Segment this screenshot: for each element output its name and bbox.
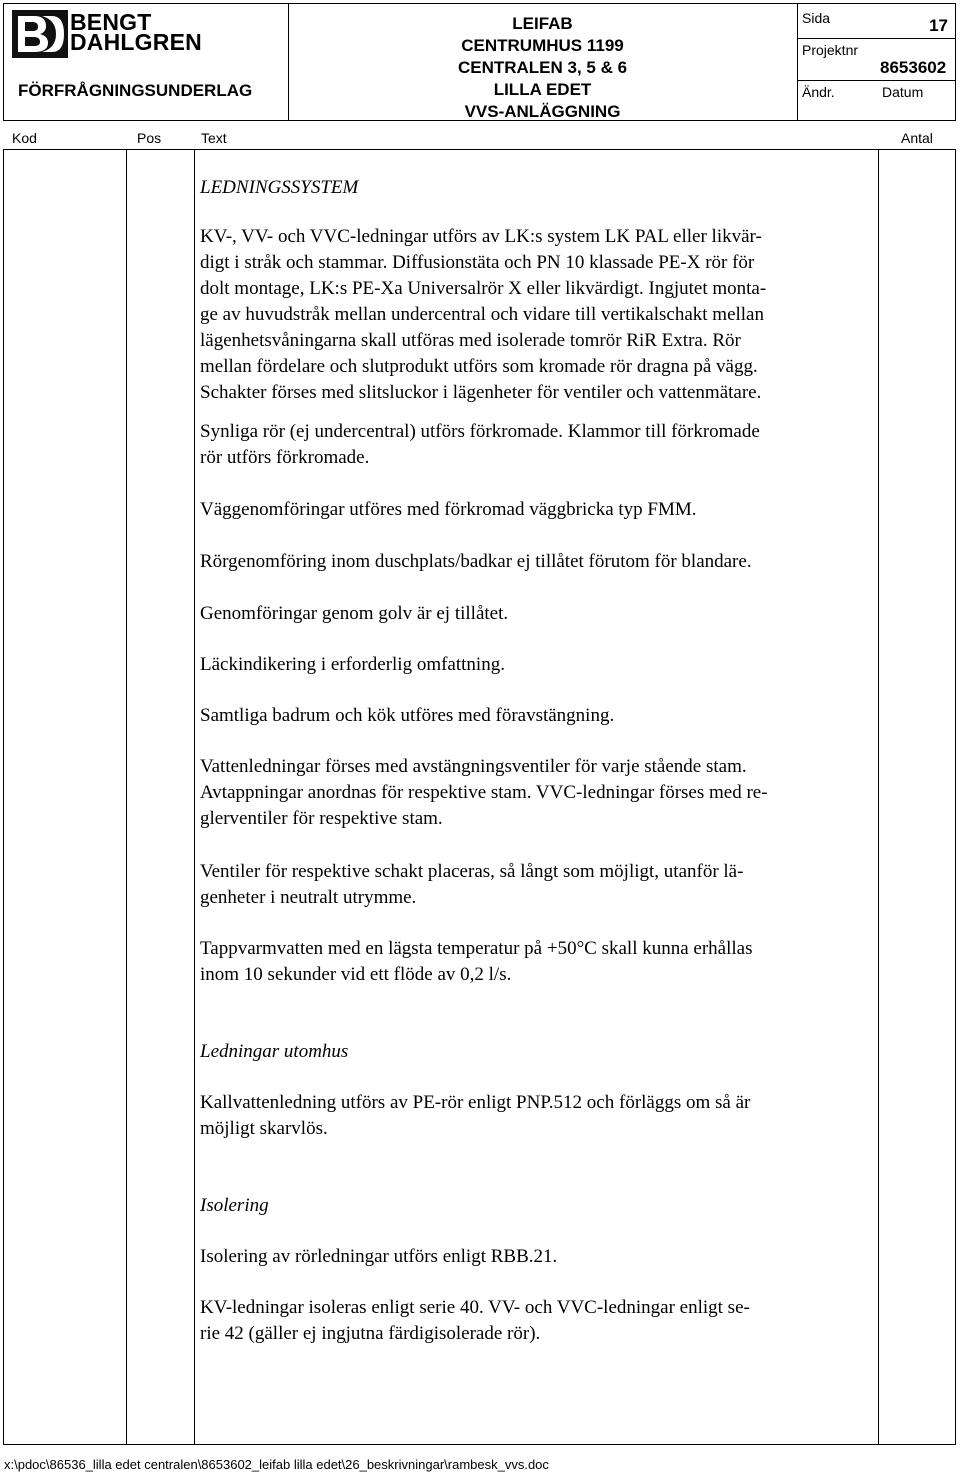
paragraph: Samtliga badrum och kök utföres med föravstängning.	[200, 705, 615, 726]
company-logo-icon	[12, 10, 68, 58]
file-path-footer: x:\pdoc\86536_lilla edet centralen\8653602_leifab lilla edet\26_beskrivningar\rambesk_vvs.doc	[4, 1457, 549, 1472]
project-line: CENTRUMHUS 1199	[461, 36, 624, 55]
text-line: mellan fördelare och slutprodukt utförs som kromade rör dragna på vägg.	[200, 356, 758, 377]
paragraph	[200, 419, 872, 471]
document-type: FÖRFRÅGNINGSUNDERLAG	[18, 81, 253, 100]
text-line: digt i stråk och stammar. Diffusionstäta och PN 10 klassade PE-X rör för	[200, 252, 755, 273]
brand-line-2: DAHLGREN	[70, 29, 202, 55]
text-line: Tappvarmvatten med en lägsta temperatur på +50°C skall kunna erhållas	[200, 938, 753, 959]
project-line: CENTRALEN 3, 5 & 6	[457, 58, 628, 77]
text-line: lägenhetsvåningarna skall utföras med isolerade tomrör RiR Extra. Rör	[200, 330, 741, 351]
paragraph: Läckindikering i erforderlig omfattning.	[200, 654, 505, 675]
meta-divider	[798, 38, 956, 39]
text-line: KV-, VV- och VVC-ledningar utförs av LK:s system LK PAL eller likvär-	[200, 226, 762, 247]
column-pos: Pos	[137, 130, 162, 146]
datum-label: Datum	[882, 84, 924, 100]
text-line: rie 42 (gäller ej ingjutna färdigisolerade rör).	[200, 1323, 541, 1344]
specification-text	[200, 170, 872, 1347]
meta-block	[797, 4, 956, 120]
text-line: möjligt skarvlös.	[200, 1118, 328, 1139]
text-line: ge av huvudstråk mellan undercentral och vidare till vertikalschakt mellan	[200, 304, 764, 325]
sida-label: Sida	[802, 10, 831, 26]
column-divider	[878, 150, 879, 1444]
text-line: Ventiler för respektive schakt placeras, så långt som möjligt, utanför lä-	[200, 861, 744, 882]
column-text: Text	[201, 130, 227, 146]
column-headers	[3, 121, 956, 150]
paragraph	[200, 936, 872, 988]
text-line: rör utförs förkromade.	[200, 447, 370, 468]
meta-divider	[798, 80, 956, 81]
paragraph	[200, 859, 872, 911]
text-line: Avtappningar anordnas för respektive stam. VVC-ledningar förses med re-	[200, 782, 768, 803]
projektnr-value: 8653602	[880, 58, 947, 77]
sida-value: 17	[929, 16, 948, 35]
paragraph	[200, 1295, 872, 1347]
text-line: Kallvattenledning utförs av PE-rör enligt PNP.512 och förläggs om så är	[200, 1092, 751, 1113]
project-line: LILLA EDET	[493, 80, 592, 99]
paragraph: Rörgenomföring inom duschplats/badkar ej tillåtet förutom för blandare.	[200, 551, 752, 572]
section-heading: Ledningar utomhus	[200, 1041, 349, 1062]
text-line: inom 10 sekunder vid ett flöde av 0,2 l/s.	[200, 964, 512, 985]
project-line: LEIFAB	[512, 14, 573, 33]
column-kod: Kod	[12, 130, 37, 146]
section-heading: LEDNINGSSYSTEM	[200, 177, 359, 198]
paragraph	[200, 754, 872, 832]
project-title	[288, 13, 797, 123]
paragraph	[200, 1090, 872, 1142]
column-divider	[194, 150, 195, 1444]
text-line: Synliga rör (ej undercentral) utförs förkromade. Klammor till förkromade	[200, 421, 760, 442]
text-line: genheter i neutralt utrymme.	[200, 887, 417, 908]
paragraph: Isolering av rörledningar utförs enligt RBB.21.	[200, 1246, 558, 1267]
company-block	[4, 4, 289, 120]
column-antal: Antal	[901, 130, 933, 146]
section-heading: Isolering	[200, 1195, 269, 1216]
projektnr-label: Projektnr	[802, 42, 859, 58]
paragraph: Väggenomföringar utföres med förkromad väggbricka typ FMM.	[200, 499, 697, 520]
text-line: Schakter förses med slitsluckor i lägenheter för ventiler och vattenmätare.	[200, 382, 762, 403]
paragraph	[200, 224, 872, 406]
text-line: dolt montage, LK:s PE-Xa Universalrör X eller likvärdigt. Ingjutet monta-	[200, 278, 767, 299]
paragraph: Genomföringar genom golv är ej tillåtet.	[200, 603, 509, 624]
brand-line-1: BENGT	[70, 9, 152, 35]
project-line: VVS-ANLÄGGNING	[464, 102, 621, 121]
text-line: KV-ledningar isoleras enligt serie 40. VV- och VVC-ledningar enligt se-	[200, 1297, 750, 1318]
document-header	[3, 3, 956, 121]
text-line: glerventiler för respektive stam.	[200, 808, 443, 829]
andr-label: Ändr.	[802, 84, 835, 100]
column-divider	[126, 150, 127, 1444]
company-name	[70, 9, 202, 55]
text-line: Vattenledningar förses med avstängningsventiler för varje stående stam.	[200, 756, 747, 777]
